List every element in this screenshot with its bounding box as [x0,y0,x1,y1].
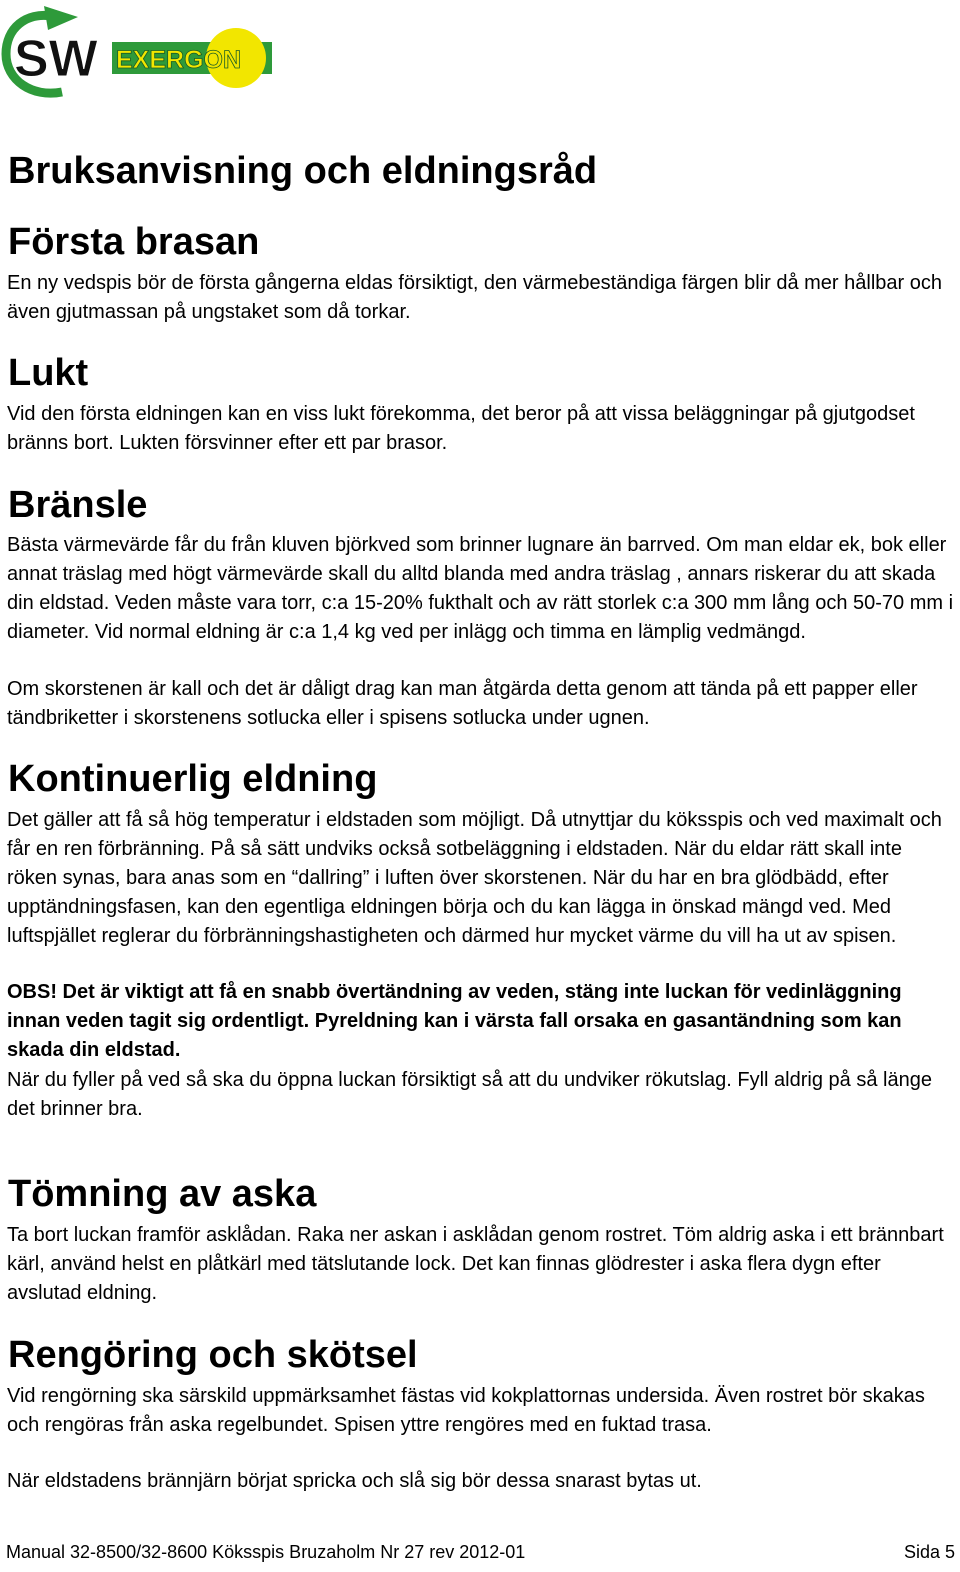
heading-kontinuerlig-eldning: Kontinuerlig eldning [8,758,378,800]
paragraph-bransle-skorsten: Om skorstenen är kall och det är dåligt drag kan man åtgärda detta genom att tända på ett papper eller tändbriketter i skorstenens sotlucka eller i spisens sotlucka under ugnen. [7,678,918,729]
heading-bransle: Bränsle [8,484,148,526]
logo-letters: SW [14,30,98,88]
heading-lukt: Lukt [8,352,89,394]
paragraph-lukt: Vid den första eldningen kan en viss lukt förekomma, det beror på att vissa beläggningar på gjutgodset bränns bort. Lukten försvinner efter ett par brasor. [7,403,915,454]
heading-forsta-brasan: Första brasan [8,221,260,263]
logo-wordmark: EXERGON [116,46,242,74]
paragraph-fylla-pa-ved: När du fyller på ved så ska du öppna luckan försiktigt så att du undviker rökutslag. Fyll aldrig på så länge det brinner bra. [7,1069,932,1120]
document-title: Bruksanvisning och eldningsråd [8,150,598,192]
paragraph-brannjarn: När eldstadens brännjärn börjat spricka och slå sig bör dessa snarast bytas ut. [7,1470,702,1492]
paragraph-rengoring: Vid rengörning ska särskild uppmärksamhet fästas vid kokplattornas undersida. Även rostret bör skakas och rengöras från aska regelbundet. Spisen yttre rengöres med en fuktad trasa. [7,1385,925,1436]
footer-manual-info: Manual 32-8500/32-8600 Köksspis Bruzaholm Nr 27 rev 2012-01 [6,1542,526,1562]
paragraph-forsta-brasan: En ny vedspis bör de första gångerna eldas försiktigt, den värmebeständiga färgen blir då mer hållbar och även gjutmassan på ungstaket som då torkar. [7,272,942,323]
footer-page-number: Sida 5 [903,1542,955,1562]
paragraph-tomning-av-aska: Ta bort luckan framför asklådan. Raka ner askan i asklådan genom rostret. Töm aldrig aska i ett brännbart kärl, använd helst en plåtkärl med tätslutande lock. Det kan finnas glödrester i aska flera dygn efter avslutad eldning. [7,1224,944,1304]
heading-rengoring-och-skotsel: Rengöring och skötsel [8,1334,418,1376]
paragraph-bransle: Bästa värmevärde får du från kluven björkved som brinner lugnare än barrved. Om man eldar ek, bok eller annat träslag med högt värmevärde skall du alltd blanda med andra träslag , annars riskerar du att skada din eldstad. Veden måste vara torr, c:a 15-20% fukthalt och av rätt storlek c:a 300 mm lång och 50-70 mm i diameter. Vid normal eldning är c:a 1,4 kg ved per inlägg och timma en lämplig vedmängd. [7,534,954,643]
logo-swoosh-arrow [44,6,78,30]
warning-obs: OBS! Det är viktigt att få en snabb övertändning av veden, stäng inte luckan för vedinläggning innan veden tagit sig ordentligt. Pyreldning kan i värsta fall orsaka en gasantändning som kan skada din eldstad. [7,981,902,1061]
paragraph-kontinuerlig-eldning: Det gäller att få så hög temperatur i eldstaden som möjligt. Då utnyttjar du köksspis och ved maximalt och får en ren förbränning. På så sätt undviks också sotbeläggning i eldstaden. När du eldar rätt skall inte röken synas, bara anas som en “dallring” i luften över skorstenen. När du har en bra glödbädd, efter upptändningsfasen, kan den egentliga eldningen börja och du kan lägga in önskad mängd ved. Med luftspjället reglerar du förbränningshastigheten och därmed hur mycket värme du vill ha ut av spisen. [7,809,942,947]
heading-tomning-av-aska: Tömning av aska [8,1173,317,1215]
sw-exergon-logo [0,4,282,100]
